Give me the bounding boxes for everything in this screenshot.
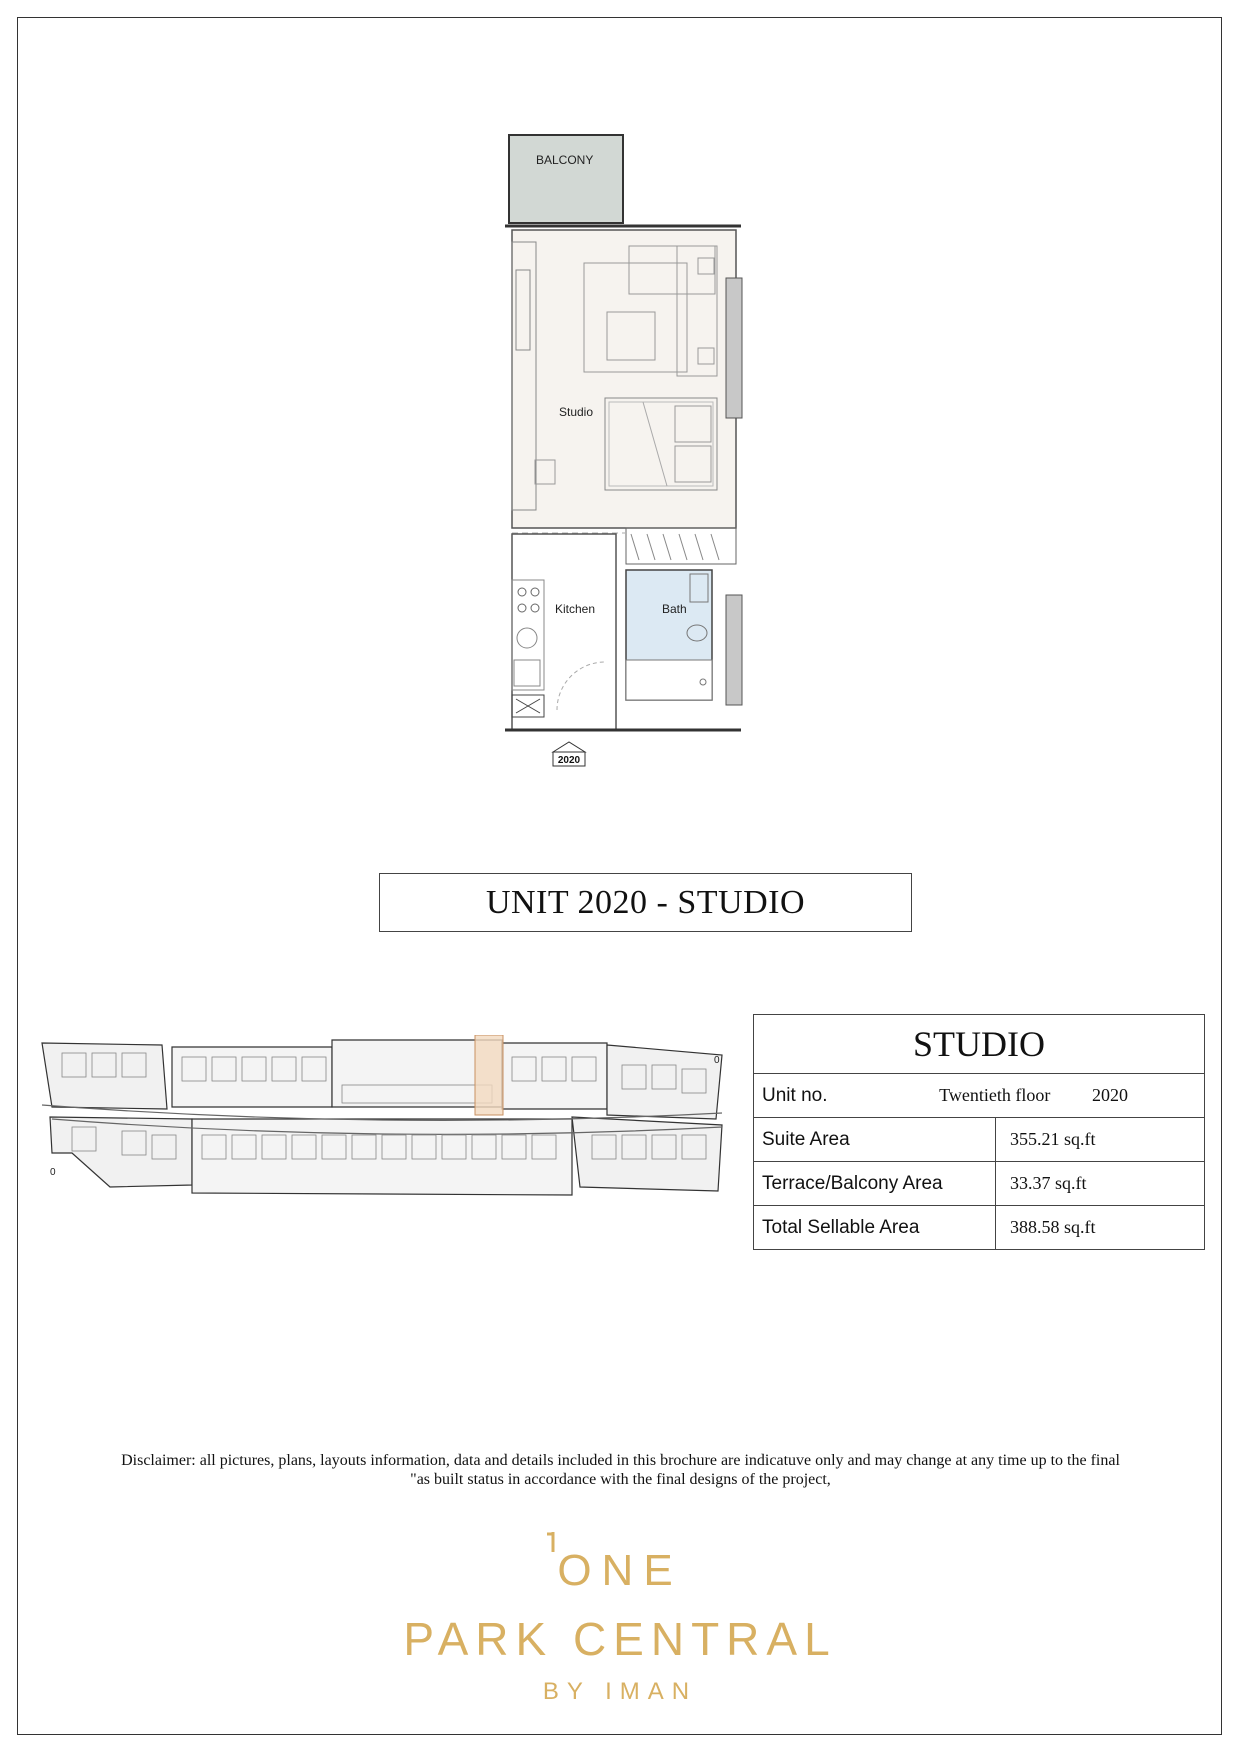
- unit-title: UNIT 2020 - STUDIO: [379, 873, 912, 932]
- table-row: [754, 1162, 1205, 1206]
- unit-no-row: [754, 1074, 1205, 1118]
- logo-line-one: ONE: [557, 1546, 683, 1595]
- row-value: 33.37 sq.ft: [996, 1162, 1205, 1206]
- row-label: Suite Area: [754, 1118, 996, 1162]
- row-value: 388.58 sq.ft: [996, 1206, 1205, 1250]
- unit-floor-plan: [495, 130, 755, 770]
- row-label: Terrace/Balcony Area: [754, 1162, 996, 1206]
- table-heading: STUDIO: [754, 1015, 1205, 1074]
- unit-no-label: Unit no.: [762, 1084, 828, 1106]
- logo-line-by-iman: BY IMAN: [542, 1678, 698, 1705]
- studio-area: [512, 230, 736, 528]
- unit-no-value: 2020: [1091, 1085, 1128, 1105]
- table-row: [754, 1118, 1205, 1162]
- table-row: [754, 1206, 1205, 1250]
- balcony-label: BALCONY: [536, 153, 594, 167]
- building-key-plan: [32, 1035, 732, 1225]
- disclaimer: [60, 1451, 1181, 1489]
- balcony-area: [509, 135, 623, 223]
- row-label: Total Sellable Area: [754, 1206, 996, 1250]
- unit-info-table: [753, 1014, 1205, 1250]
- north-marker-left: 0: [50, 1167, 56, 1178]
- kitchen-label: Kitchen: [555, 602, 596, 616]
- disclaimer-line-2: "as built status in accordance with the final designs of the project,: [410, 1471, 831, 1488]
- logo-line-park-central: PARK CENTRAL: [403, 1613, 837, 1665]
- north-marker-right: 0: [714, 1055, 720, 1066]
- disclaimer-line-1: Disclaimer: all pictures, plans, layouts information, data and details included in this brochure are indicatuve only and may change at any time up to the final: [121, 1452, 1120, 1469]
- row-value: 355.21 sq.ft: [996, 1118, 1205, 1162]
- floor-value: Twentieth floor: [939, 1085, 1051, 1105]
- brand-logo: [370, 1530, 870, 1710]
- studio-label: Studio: [559, 405, 594, 419]
- unit-tag: 2020: [557, 755, 581, 766]
- unit-highlight: [475, 1035, 503, 1115]
- bath-label: Bath: [662, 602, 687, 616]
